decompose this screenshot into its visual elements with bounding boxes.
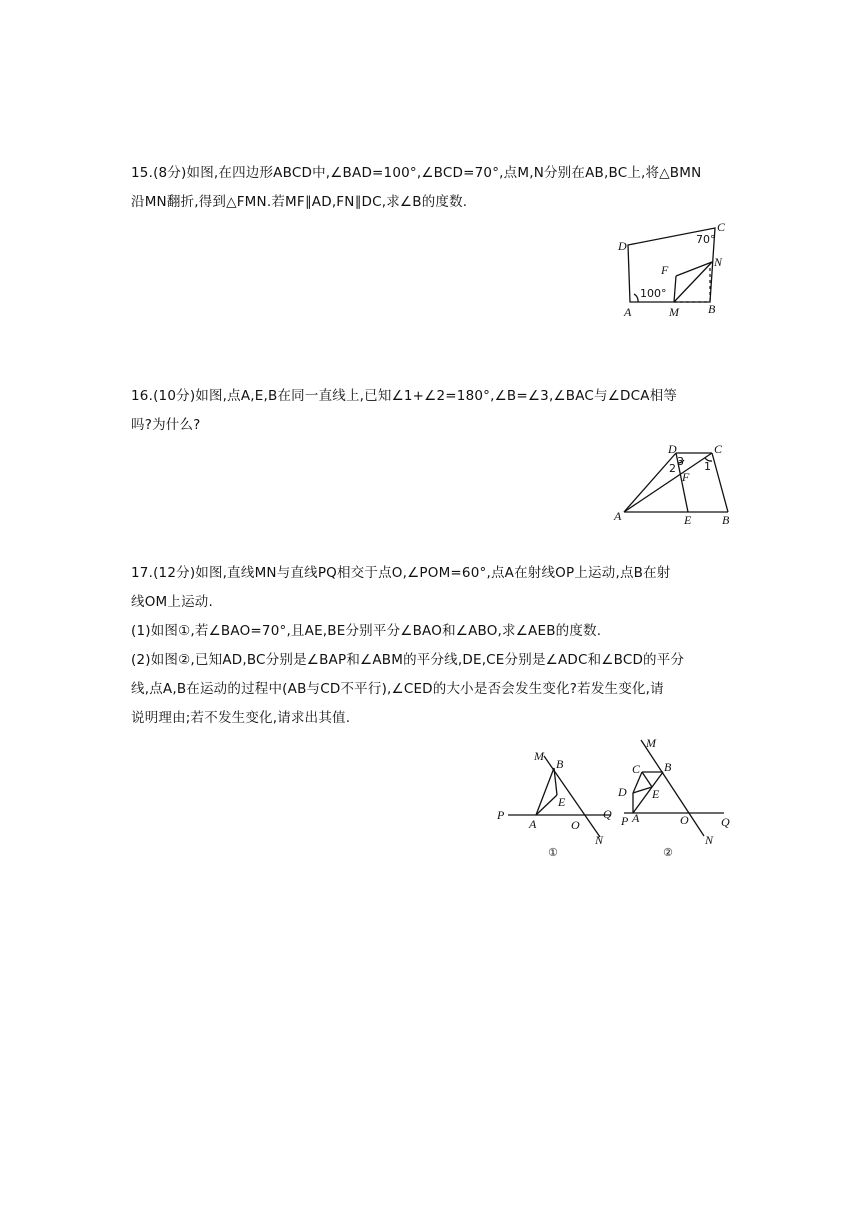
label-o: O <box>680 813 689 827</box>
problem-17-part2-line-3: 说明理由;若不发生变化,请求出其值. <box>131 710 351 726</box>
angle-a-value: 100° <box>640 287 667 300</box>
label-m: M <box>534 749 544 763</box>
problem-16-line-1: 16.(10分)如图,点A,E,B在同一直线上,已知∠1+∠2=180°,∠B=∠3,∠BAC与∠DCA相等 <box>131 388 678 404</box>
label-p: P <box>497 808 505 822</box>
segment-cb <box>712 453 728 512</box>
figure-caption-1: ① <box>548 846 558 859</box>
figure-17-1 <box>494 740 616 862</box>
figure-15-quadrilateral <box>612 218 732 320</box>
label-n: N <box>595 833 604 847</box>
label-a: A <box>624 305 632 319</box>
label-m: M <box>669 305 679 319</box>
label-n: N <box>705 833 714 847</box>
angle-1-label: 1 <box>704 460 711 473</box>
label-c: C <box>714 442 723 456</box>
label-d: D <box>668 442 677 456</box>
label-b: B <box>664 760 672 774</box>
label-b: B <box>708 302 716 316</box>
label-d: D <box>618 785 627 799</box>
figure-caption-2: ② <box>663 846 673 859</box>
label-b: B <box>556 757 564 771</box>
label-p: P <box>621 814 629 828</box>
angle-3-label: 3 <box>677 455 684 468</box>
label-c: C <box>632 762 641 776</box>
angle-2-label: 2 <box>669 462 676 475</box>
label-d: D <box>618 239 627 253</box>
segment-mf <box>674 276 676 302</box>
problem-17-part1: (1)如图①,若∠BAO=70°,且AE,BE分别平分∠BAO和∠ABO,求∠AEB的度数. <box>131 623 602 639</box>
segment-mn <box>674 262 712 302</box>
problem-15-line-2: 沿MN翻折,得到△FMN.若MF∥AD,FN∥DC,求∠B的度数. <box>131 194 468 210</box>
problem-17-part2-line-2: 线,点A,B在运动的过程中(AB与CD不平行),∠CED的大小是否会发生变化?若发生变化,请 <box>131 681 664 697</box>
label-a: A <box>529 817 537 831</box>
segment-ce <box>642 772 652 787</box>
figure-17-2 <box>616 732 740 862</box>
angle-a-arc <box>634 294 638 302</box>
label-f: F <box>661 263 669 277</box>
problem-15-line-1: 15.(8分)如图,在四边形ABCD中,∠BAD=100°,∠BCD=70°,点M,N分别在AB,BC上,将△BMN <box>131 165 702 181</box>
segment-ab <box>536 768 554 815</box>
label-q: Q <box>603 807 612 821</box>
problem-17-line-2: 线OM上运动. <box>131 594 213 610</box>
label-n: N <box>714 255 723 269</box>
problem-17-part2-line-1: (2)如图②,已知AD,BC分别是∠BAP和∠ABM的平分线,DE,CE分别是∠ADC和∠BCD的平分 <box>131 652 685 668</box>
label-q: Q <box>721 815 730 829</box>
angle-c-value: 70° <box>696 233 716 246</box>
segment-fn <box>676 262 712 276</box>
label-a: A <box>632 811 640 825</box>
figure-16-trapezoid <box>610 440 735 528</box>
label-b: B <box>722 513 730 527</box>
label-c: C <box>717 220 726 234</box>
label-o: O <box>571 818 580 832</box>
problem-17-line-1: 17.(12分)如图,直线MN与直线PQ相交于点O,∠POM=60°,点A在射线OP上运动,点B在射 <box>131 565 671 581</box>
label-a: A <box>614 509 622 523</box>
problem-16-line-2: 吗?为什么? <box>131 417 201 433</box>
label-f: F <box>682 470 690 484</box>
label-e: E <box>652 787 660 801</box>
label-e: E <box>684 513 692 527</box>
label-m: M <box>646 736 656 750</box>
label-e: E <box>558 795 566 809</box>
